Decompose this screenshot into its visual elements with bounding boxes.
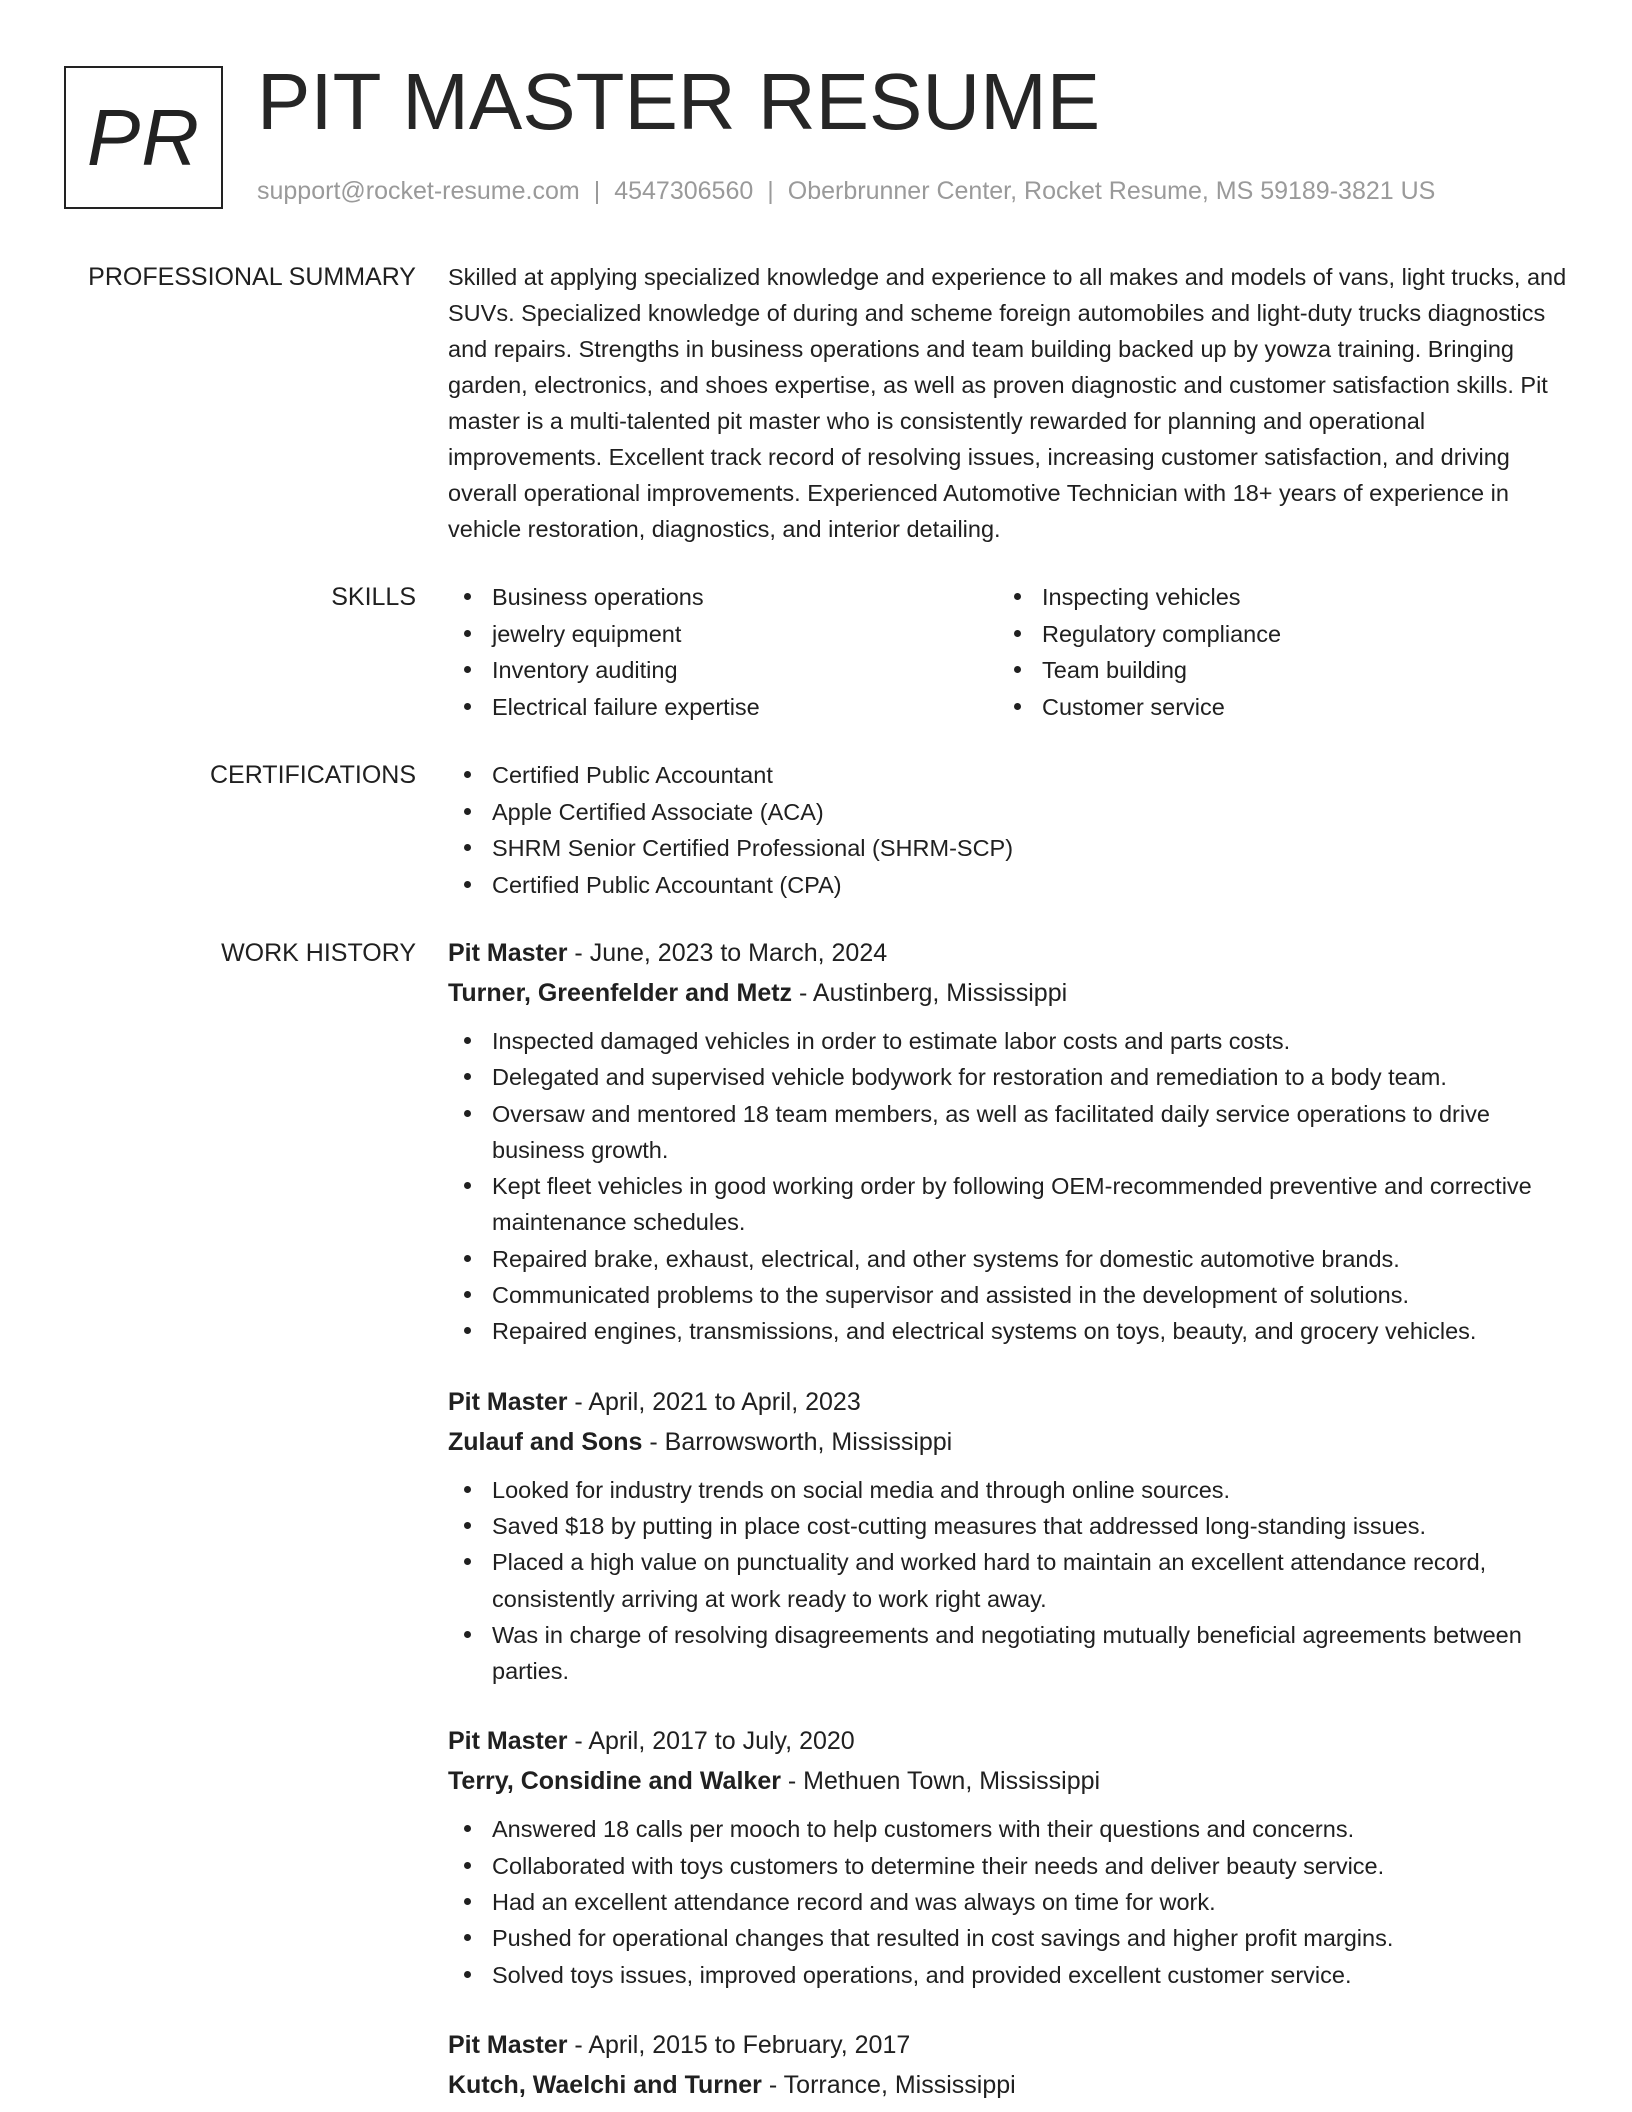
certifications-list [448,757,1573,903]
job-company: Terry, Considine and Walker [448,1767,781,1796]
job-title: Pit Master [448,1387,568,1416]
job-bullet: Repaired engines, transmissions, and electrical systems on toys, beauty, and grocery vehicles. [448,1313,1573,1349]
job-title-line [448,2025,1573,2065]
job-title-line [448,933,1573,973]
certification-item: Certified Public Accountant (CPA) [448,867,1573,904]
job-dates: - April, 2017 to July, 2020 [567,1727,855,1756]
job-bullet: Solved toys issues, improved operations, and provided excellent customer service. [448,1957,1573,1993]
job-company: Zulauf and Sons [448,1427,643,1456]
skill-item: Customer service [998,689,1548,726]
job-dates: - April, 2021 to April, 2023 [567,1387,861,1416]
job-title: Pit Master [448,1727,568,1756]
contact-address: Oberbrunner Center, Rocket Resume, MS 59189-3821 US [787,177,1436,205]
skill-item: Team building [998,652,1548,689]
skill-item: Electrical failure expertise [448,689,998,726]
monogram-box [64,66,223,209]
job-company-line [448,1761,1573,1801]
job-bullet: Was in charge of resolving disagreements and negotiating mutually beneficial agreements between parties. [448,1617,1573,1690]
job-bullets [448,1472,1573,1690]
job-dates: - June, 2023 to March, 2024 [567,939,888,967]
job-title: Pit Master [448,939,568,967]
certification-item: Apple Certified Associate (ACA) [448,794,1573,831]
job-bullet: Had an excellent attendance record and was always on time for work. [448,1884,1573,1920]
job-title-line [448,1721,1573,1761]
job-location: - Torrance, Mississippi [761,2070,1016,2099]
work-history [448,933,1573,2112]
skill-item: Business operations [448,579,998,616]
job-bullet: Collaborated with toys customers to determine their needs and deliver beauty service. [448,1848,1573,1884]
job-entry [448,1382,1573,1690]
job-bullet: Saved $18 by putting in place cost-cutting measures that addressed long-standing issues. [448,1508,1573,1544]
job-company-line [448,973,1573,1013]
section-label-skills: SKILLS [331,583,416,611]
certification-item: SHRM Senior Certified Professional (SHRM-SCP) [448,830,1573,867]
job-location: - Methuen Town, Mississippi [780,1767,1101,1796]
job-entry [448,933,1573,1350]
skills-column-right [998,579,1548,725]
skills-column-left [448,579,998,725]
job-bullet: Delegated and supervised vehicle bodywork for restoration and remediation to a body team. [448,1059,1573,1095]
section-label-work-history: WORK HISTORY [221,939,416,967]
job-location: - Barrowsworth, Mississippi [642,1427,953,1456]
job-location: - Austinberg, Mississippi [792,979,1068,1007]
job-title: Pit Master [448,2030,568,2059]
job-entry [448,1721,1573,1992]
skill-item: Regulatory compliance [998,616,1548,653]
certification-item: Certified Public Accountant [448,757,1573,794]
skill-item: Inspecting vehicles [998,579,1548,616]
section-label-certifications: CERTIFICATIONS [209,761,416,789]
contact-phone[interactable]: 4547306560 [614,177,754,205]
job-bullet: Placed a high value on punctuality and worked hard to maintain an excellent attendance record, consistently arriving at work ready to work right away. [448,1544,1573,1617]
job-bullet: Inspected damaged vehicles in order to estimate labor costs and parts costs. [448,1023,1573,1059]
summary-text: Skilled at applying specialized knowledge and experience to all makes and models of vans, light trucks, and SUVs. Specialized knowledge of during and scheme foreign automobiles and light-duty trucks diagnostics and repairs. Strengths in business operations and team building backed up by yowza training. Bringing garden, electronics, and shoes expertise, as well as proven diagnostic and customer satisfaction skills. Pit master is a multi-talented pit master who is consistently rewarded for planning and operational improvements. Excellent track record of resolving issues, increasing customer satisfaction, and driving overall operational improvements. Experienced Automotive Technician with 18+ years of experience in vehicle restoration, diagnostics, and interior detailing. [448,264,1567,542]
job-bullets [448,1023,1573,1350]
job-company: Kutch, Waelchi and Turner [448,2070,762,2099]
job-bullet: Answered 18 calls per mooch to help customers with their questions and concerns. [448,1811,1573,1847]
section-label-summary: PROFESSIONAL SUMMARY [88,263,416,291]
skill-item: Inventory auditing [448,652,998,689]
job-bullet: Looked for industry trends on social media and through online sources. [448,1472,1573,1508]
job-dates: - April, 2015 to February, 2017 [567,2030,911,2059]
job-bullet: Kept fleet vehicles in good working order by following OEM-recommended preventive and corrective maintenance schedules. [448,1168,1573,1241]
contact-separator: | [593,177,601,205]
job-bullet: Oversaw and mentored 18 team members, as well as facilitated daily service operations to drive business growth. [448,1096,1573,1169]
contact-email[interactable]: support@rocket-resume.com [257,177,580,205]
skill-item: jewelry equipment [448,616,998,653]
job-entry [448,2025,1573,2105]
contact-line [257,175,1435,208]
job-bullet: Pushed for operational changes that resulted in cost savings and higher profit margins. [448,1920,1573,1956]
monogram-initials: PR [86,92,201,182]
job-bullets [448,1811,1573,1992]
job-bullet: Repaired brake, exhaust, electrical, and other systems for domestic automotive brands. [448,1241,1573,1277]
job-title-line [448,1382,1573,1422]
job-company: Turner, Greenfelder and Metz [448,979,793,1007]
job-company-line [448,2065,1573,2105]
contact-separator: | [767,177,774,205]
job-company-line [448,1422,1573,1462]
job-bullet: Communicated problems to the supervisor and assisted in the development of solutions. [448,1277,1573,1313]
skills-list [448,579,1573,725]
resume-title: PIT MASTER RESUME [257,57,1101,146]
